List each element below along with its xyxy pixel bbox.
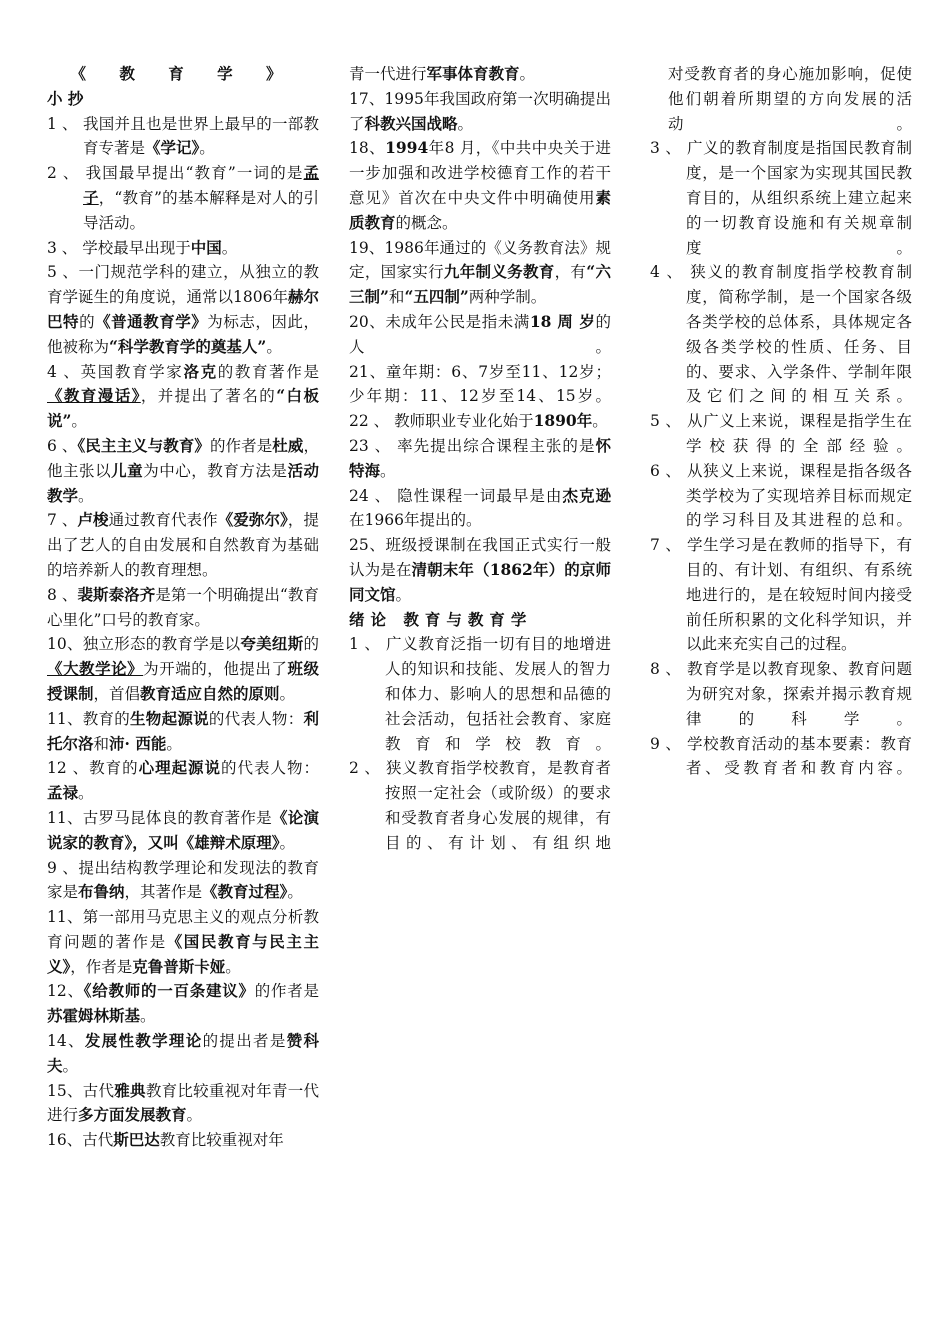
definition-item: 6 、 从狭义上来说，课程是指各级各类学校为了实现培养目标而规定的学习科目及其进程的总和。: [650, 461, 912, 530]
list-item: 7 、卢梭通过教育代表作《爱弥尔》，提出了艺人的自由发展和自然教育为基础的培养新人的教育理想。: [47, 510, 319, 579]
list-item-continued: 青一代进行军事体育教育。: [349, 64, 536, 83]
list-item: 5 、一门规范学科的建立，从独立的教育学诞生的角度说，通常以1806年赫尔巴特的《普通教育学》为标志，因此，他被称为“科学教育学的奠基人”。: [47, 263, 319, 356]
list-item: 11、古罗马昆体良的教育著作是《论演说家的教育》，又叫《雄辩术原理》。: [47, 807, 319, 852]
document-title: 《 教 育 学 》: [70, 64, 296, 83]
list-item: 3 、 学校最早出现于中国。: [47, 237, 238, 257]
list-item: 18、1994年8 月，《中共中央关于进一步加强和改进学校德育工作的若干意见》首次在中央文件中明确使用素质教育的概念。: [349, 138, 611, 232]
column-3: [650, 62, 912, 781]
definition-item: 1 、 广义教育泛指一切有目的地增进人的知识和技能、发展人的智力和体力、影响人的思想和品德的社会活动，包括社会教育、家庭教育和学校教育。: [349, 635, 611, 753]
list-item: 22 、 教师职业专业化始于1890年。: [349, 411, 608, 431]
list-item: 25、班级授课制在我国正式实行一般认为是在清朝末年（1862年）的京师同文馆。: [349, 536, 611, 604]
list-item: 10、独立形态的教育学是以夸美纽斯的《大教学论》为开端的，他提出了班级授课制，首倡教育适应自然的原则。: [47, 634, 319, 703]
list-item: 19、1986年通过的《义务教育法》规定，国家实行九年制义务教育，有“六三制”和“五四制”两种学制。: [349, 238, 611, 307]
definition-continued: 对受教育者的身心施加影响，促使他们朝着所期望的方向发展的活动。: [668, 65, 912, 133]
list-item: 23 、 率先提出综合课程主张的是怀特海。: [349, 435, 611, 480]
column-2: [349, 62, 611, 856]
list-item: 6 、《民主主义与教育》的作者是杜威，他主张以儿童为中心，教育方法是活动教学。: [47, 435, 319, 505]
list-item: 11、第一部用马克思主义的观点分析教育问题的著作是《国民教育与民主主义》，作者是克鲁普斯卡娅。: [47, 908, 319, 976]
definition-item: 4 、 狭义的教育制度指学校教育制度，简称学制，是一个国家各级各类学校的总体系，具体规定各级各类学校的性质、任务、目的、要求、入学条件、学制年限及它们之间的相互关系。: [650, 263, 912, 406]
list-item: 12、《给教师的一百条建议》的作者是苏霍姆林斯基。: [47, 981, 319, 1026]
definition-item: 8 、 教育学是以教育现象、教育问题为研究对象，探索并揭示教育规律的科学。: [650, 660, 912, 728]
list-item: 21、童年期：6、7岁至11、12岁；少年期：11、12岁至14、15岁。: [349, 362, 611, 406]
list-item: 1 、 我国并且也是世界上最早的一部教育专著是《学记》。: [47, 114, 319, 158]
list-item: 14、发展性教学理论的提出者是赞科夫。: [47, 1031, 319, 1075]
list-item: 16、古代斯巴达教育比较重视对年: [47, 1130, 284, 1150]
list-item: 15、古代雅典教育比较重视对年青一代进行多方面发展教育。: [47, 1080, 319, 1125]
list-item: 11、教育的生物起源说的代表人物：利托尔洛和沛· 西能。: [47, 708, 319, 753]
list-item: 12 、教育的心理起源说的代表人物：孟禄。: [47, 758, 319, 803]
document-subtitle: 小 抄: [47, 88, 84, 108]
definition-item: 3 、 广义的教育制度是指国民教育制度，是一个国家为实现其国民教育目的，从组织系统上建立起来的一切教育设施和有关规章制度。: [650, 139, 912, 257]
section-heading: 绪论 教育与教育学: [349, 609, 533, 629]
definition-item: 9 、 学校教育活动的基本要素：教育者、受教育者和教育内容。: [650, 734, 912, 778]
definition-item: 2 、 狭义教育指学校教育，是教育者按照一定社会（或阶级）的要求和受教育者身心发展的规律，有目的、有计划、有组织地: [349, 759, 611, 852]
definition-item: 7 、 学生学习是在教师的指导下，有目的、有计划、有组织、有系统地进行的，是在较短时间内接受前任所积累的文化科学知识，并以此来充实自己的过程。: [650, 536, 912, 654]
column-1: [47, 62, 319, 1153]
list-item: 8 、裴斯泰洛齐是第一个明确提出“教育心里化”口号的教育家。: [47, 584, 319, 629]
list-item: 4 、英国教育学家洛克的教育著作是《教育漫话》，并提出了著名的“白板说”。: [47, 361, 319, 431]
list-item: 2 、 我国最早提出“教育”一词的是孟子，“教育”的基本解释是对人的引导活动。: [47, 163, 319, 232]
definition-item: 5 、 从广义上来说，课程是指学生在学校获得的全部经验。: [650, 412, 912, 455]
list-item: 17、1995年我国政府第一次明确提出了科教兴国战略。: [349, 89, 611, 133]
list-item: 9 、提出结构教学理论和发现法的教育家是布鲁纳，其著作是《教育过程》。: [47, 858, 319, 902]
list-item: 20、未成年公民是指未满18 周 岁的人 。: [349, 311, 611, 356]
list-item: 24 、 隐性课程一词最早是由杰克逊在1966年提出的。: [349, 485, 611, 530]
